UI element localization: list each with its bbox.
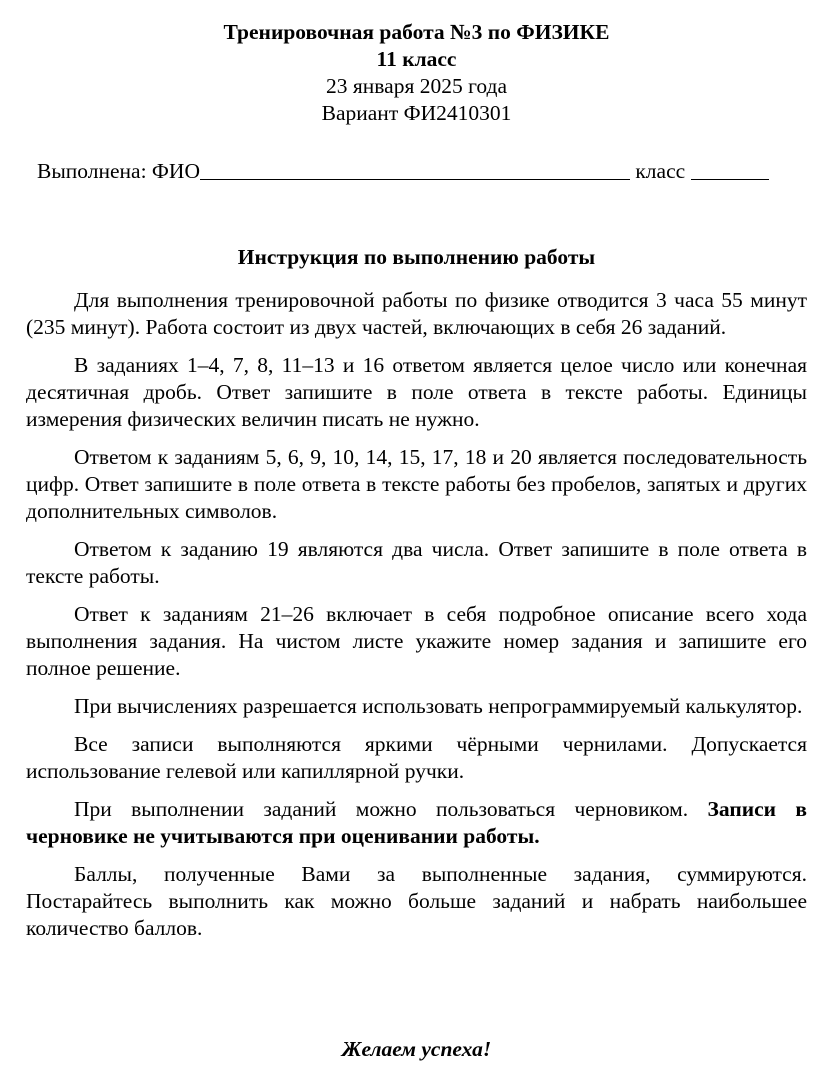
instructions-title: Инструкция по выполнению работы (237, 245, 596, 269)
variant-label: Вариант ФИ2410301 (321, 101, 512, 125)
instruction-paragraph: Ответом к заданиям 5, 6, 9, 10, 14, 15, 17, 18 и 20 является последовательность цифр. Ответ запишите в поле ответа в тексте работы без пробелов, запятых и других дополнительных символов. (26, 445, 807, 523)
closing-wish: Желаем успеха! (341, 1037, 492, 1061)
class-blank-line[interactable] (691, 179, 769, 180)
document-header (26, 19, 807, 127)
instruction-paragraph: В заданиях 1–4, 7, 8, 11–13 и 16 ответом является целое число или конечная десятичная дробь. Ответ запишите в поле ответа в тексте работы. Единицы измерения физических величин писать не нужно. (26, 353, 807, 431)
instruction-paragraph: Все записи выполняются яркими чёрными чернилами. Допускается использование гелевой или капиллярной ручки. (26, 732, 807, 783)
fio-blank-line[interactable] (200, 179, 630, 180)
fio-row (37, 156, 798, 186)
instruction-paragraph: При вычислениях разрешается использовать непрограммируемый калькулятор. (74, 694, 803, 718)
draft-bold-text: Записи в черновике не учитываются при оценивании работы. (26, 797, 808, 848)
instruction-paragraph: Ответ к заданиям 21–26 включает в себя подробное описание всего хода выполнения задания. На чистом листе укажите номер задания и запишите его полное решение. (26, 602, 807, 680)
instruction-paragraph: Для выполнения тренировочной работы по физике отводится 3 часа 55 минут (235 минут). Работа состоит из двух частей, включающих в себя 26 заданий. (26, 288, 807, 339)
grade-label: 11 класс (376, 47, 457, 71)
class-label: класс (635, 159, 686, 183)
instructions-body (26, 287, 807, 953)
draft-plain-text: При выполнении заданий можно пользоваться черновиком. (74, 797, 689, 821)
date-label: 23 января 2025 года (326, 74, 507, 98)
instruction-paragraph: Ответом к заданию 19 являются два числа. Ответ запишите в поле ответа в тексте работы. (26, 537, 807, 588)
draft-paragraph (26, 796, 807, 850)
fio-label: Выполнена: ФИО (37, 159, 200, 183)
document-title: Тренировочная работа №3 по ФИЗИКЕ (223, 20, 610, 44)
final-paragraph: Баллы, полученные Вами за выполненные задания, суммируются. Постарайтесь выполнить как можно больше заданий и набрать наибольшее количество баллов. (26, 862, 807, 940)
